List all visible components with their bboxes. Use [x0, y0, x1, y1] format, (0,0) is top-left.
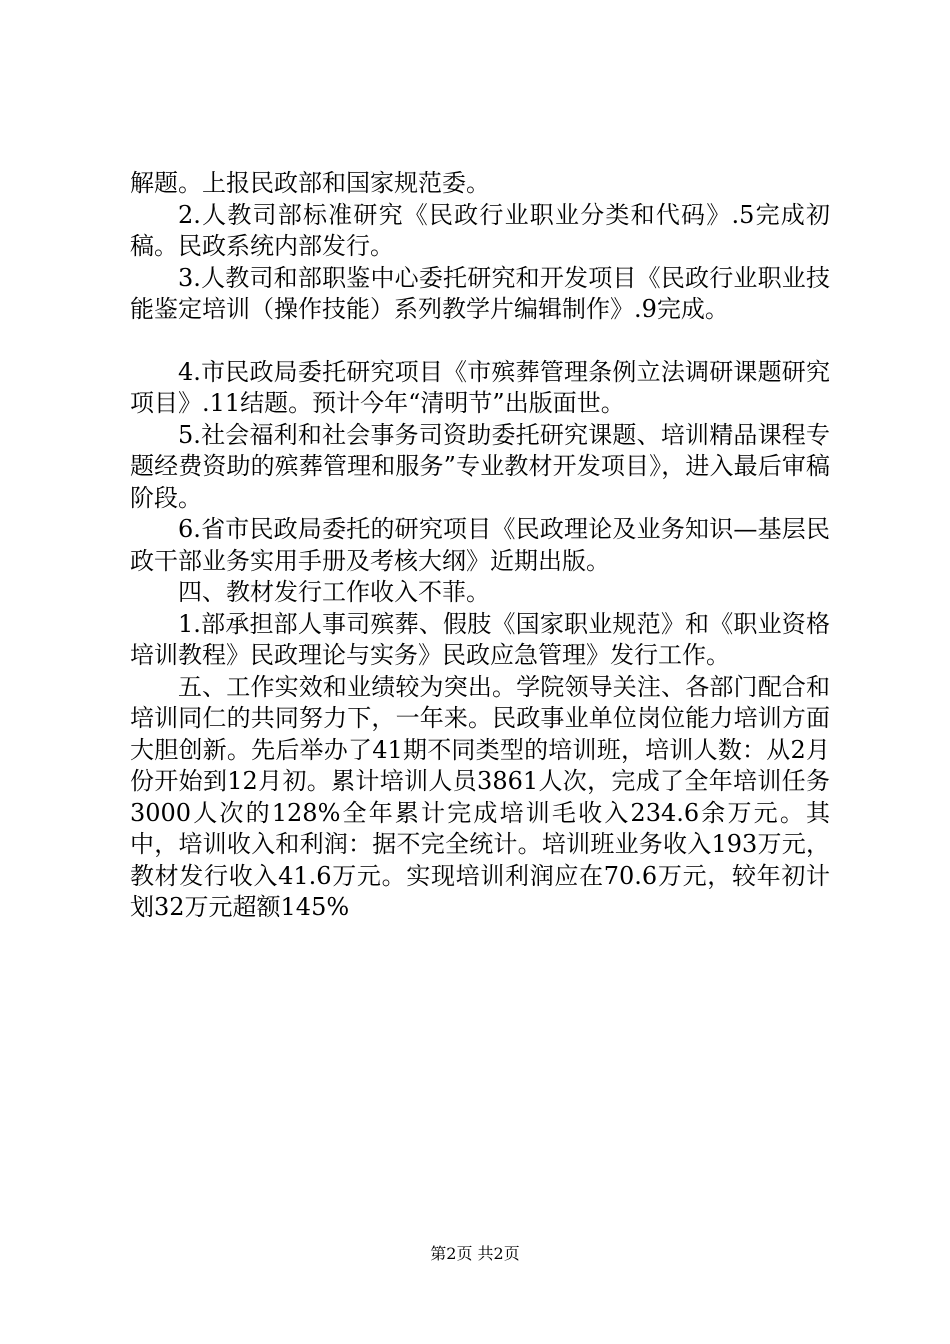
paragraph-1: 2.人教司部标准研究《民政行业职业分类和代码》.5完成初稿。民政系统内部发行。 — [130, 200, 830, 260]
paragraph-8: 五、工作实效和业绩较为突出。学院领导关注、各部门配合和培训同仁的共同努力下，一年来。民政事业单位岗位能力培训方面大胆创新。先后举办了41期不同类型的培训班，培训人数：从2月份开始到12月初。累计培训人员3861人次，完成了全年培训任务3000人次的128%全年累计完成培训毛收入234.6余万元。其中，培训收入和利润：据不完全统计。培训班业务收入193万元，教材发行收入41.6万元。实现培训利润应在70.6万元，较年初计划32万元超额145% — [130, 672, 830, 921]
paragraph-7: 1.部承担部人事司殡葬、假肢《国家职业规范》和《职业资格培训教程》民政理论与实务》民政应急管理》发行工作。 — [130, 609, 830, 669]
page-footer: 第2页 共2页 — [430, 1244, 520, 1263]
document-body — [130, 168, 830, 924]
paragraph-5: 6.省市民政局委托的研究项目《民政理论及业务知识—基层民政干部业务实用手册及考核大纲》近期出版。 — [130, 515, 830, 575]
paragraph-4: 5.社会福利和社会事务司资助委托研究课题、培训精品课程专题经费资助的殡葬管理和服务”专业教材开发项目》，进入最后审稿阶段。 — [130, 420, 830, 512]
paragraph-6: 四、教材发行工作收入不菲。 — [178, 578, 490, 606]
paragraph-3: 4.市民政局委托研究项目《市殡葬管理条例立法调研课题研究项目》.11结题。预计今年“清明节”出版面世。 — [130, 357, 830, 417]
paragraph-spacer — [130, 326, 830, 357]
paragraph-0: 解题。上报民政部和国家规范委。 — [130, 169, 490, 197]
paragraph-2: 3.人教司和部职鉴中心委托研究和开发项目《民政行业职业技能鉴定培训（操作技能）系列教学片编辑制作》.9完成。 — [130, 263, 830, 323]
